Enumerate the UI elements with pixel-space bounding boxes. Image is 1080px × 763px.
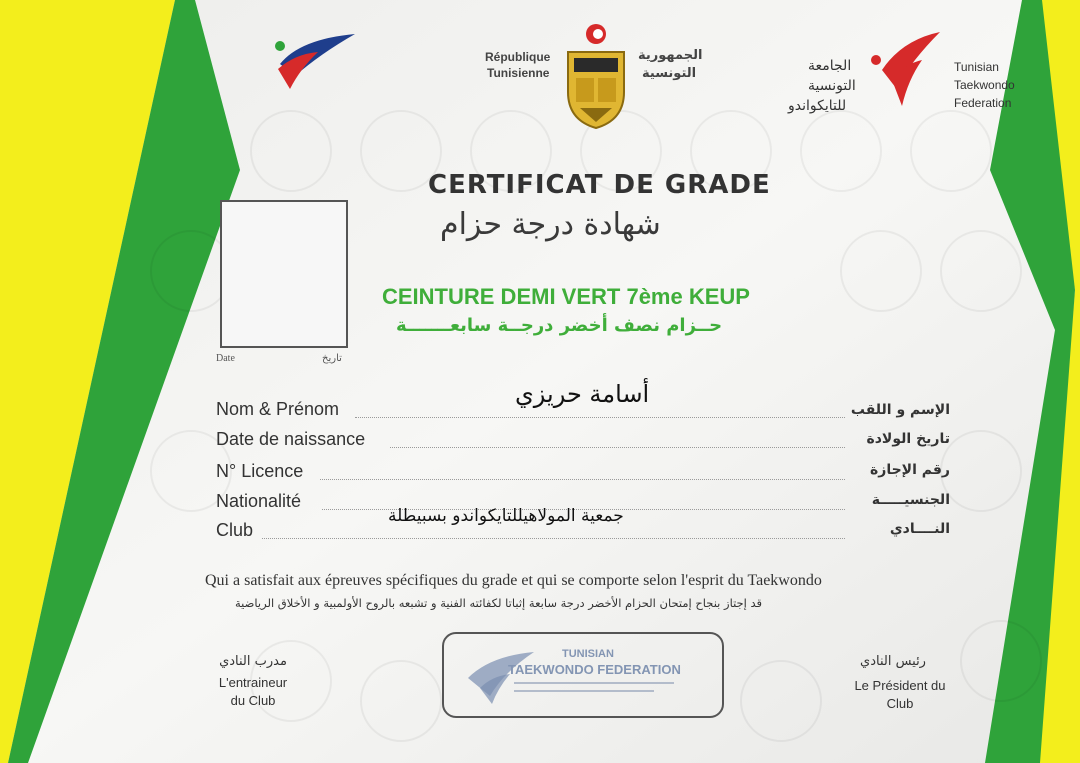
photo-date-label-fr: Date [216, 353, 235, 364]
field-line-dob [390, 447, 845, 448]
field-label-fr-dob: Date de naissance [216, 429, 366, 449]
republic-ar-line2: التونسية [642, 66, 697, 81]
field-label-ar-club: النــــادي [889, 521, 950, 537]
field-label-fr-licence: N° Licence [216, 461, 304, 481]
federation-en-line2: Taekwondo [954, 78, 1015, 92]
stamp-logo-icon [460, 648, 540, 708]
field-line-name [355, 417, 845, 418]
field-value-club: جمعية المولاهيللتايكواندو بسبيطلة [388, 506, 624, 526]
republic-ar-line1: الجمهورية [638, 48, 703, 63]
federation-ar-line3: للتايكواندو [788, 98, 847, 114]
tunisia-coat-of-arms [560, 22, 632, 130]
coat-of-arms-icon [560, 22, 632, 130]
field-line-club [262, 538, 845, 539]
certificate-title-ar: شهادة درجة حزام [440, 207, 661, 242]
federation-ar-line2: التونسية [808, 78, 856, 94]
coach-label-fr-line2: du Club [230, 693, 276, 708]
field-label-ar-nationality: الجنسيـــــة [871, 492, 950, 508]
president-label-ar: رئيس النادي [860, 654, 926, 669]
field-line-licence [320, 479, 845, 480]
federation-logo [862, 30, 942, 110]
stamp-text-line1: TUNISIAN [562, 648, 614, 660]
coach-label-fr-line1: L'entraineur [218, 675, 288, 690]
president-label-fr-line1: Le Président du [854, 678, 946, 693]
republic-fr-line1: République [485, 50, 551, 64]
photo-box [220, 200, 348, 348]
federation-en-line1: Tunisian [954, 60, 999, 74]
federation-en-line3: Federation [954, 96, 1012, 110]
world-taekwondo-logo-icon [240, 14, 360, 104]
field-label-ar-name: الإسم و اللقب [850, 402, 950, 418]
president-label-fr-line2: Club [886, 696, 914, 711]
federation-stamp [442, 632, 724, 718]
coach-label-ar: مدرب النادي [219, 654, 287, 669]
certificate-title-fr: CERTIFICAT DE GRADE [428, 170, 771, 200]
federation-ar-line1: الجامعة [808, 58, 852, 74]
stamp-text-line2: TAEKWONDO FEDERATION [508, 662, 681, 677]
statement-ar: قد إجتاز بنجاح إمتحان الحزام الأخضر درجة سابعة إثباتا لكفائته الفنية و تشبعه بالروح الأولمبية و الأخلاق الرياضية [235, 596, 763, 610]
photo-date-label-ar: تاريخ [322, 353, 342, 364]
belt-grade-fr: CEINTURE DEMI VERT 7ème KEUP [382, 284, 750, 309]
world-taekwondo-logo [240, 14, 360, 104]
field-label-ar-licence: رقم الإجازة [870, 462, 950, 478]
stamp-details-lines [514, 682, 674, 698]
field-label-fr-nationality: Nationalité [216, 491, 302, 511]
belt-grade-ar: حــزام نصف أخضر درجــة سابعـــــــة [396, 315, 723, 336]
republic-fr-line2: Tunisienne [487, 66, 550, 80]
statement-fr: Qui a satisfait aux épreuves spécifiques du grade et qui se comporte selon l'esprit du Taekwondo [205, 572, 822, 589]
field-value-name: أسامة حريزي [515, 380, 650, 408]
field-label-fr-club: Club [216, 520, 254, 540]
federation-logo-icon [862, 30, 942, 110]
field-label-fr-name: Nom & Prénom [216, 399, 340, 419]
field-label-ar-dob: تاريخ الولادة [866, 431, 950, 447]
